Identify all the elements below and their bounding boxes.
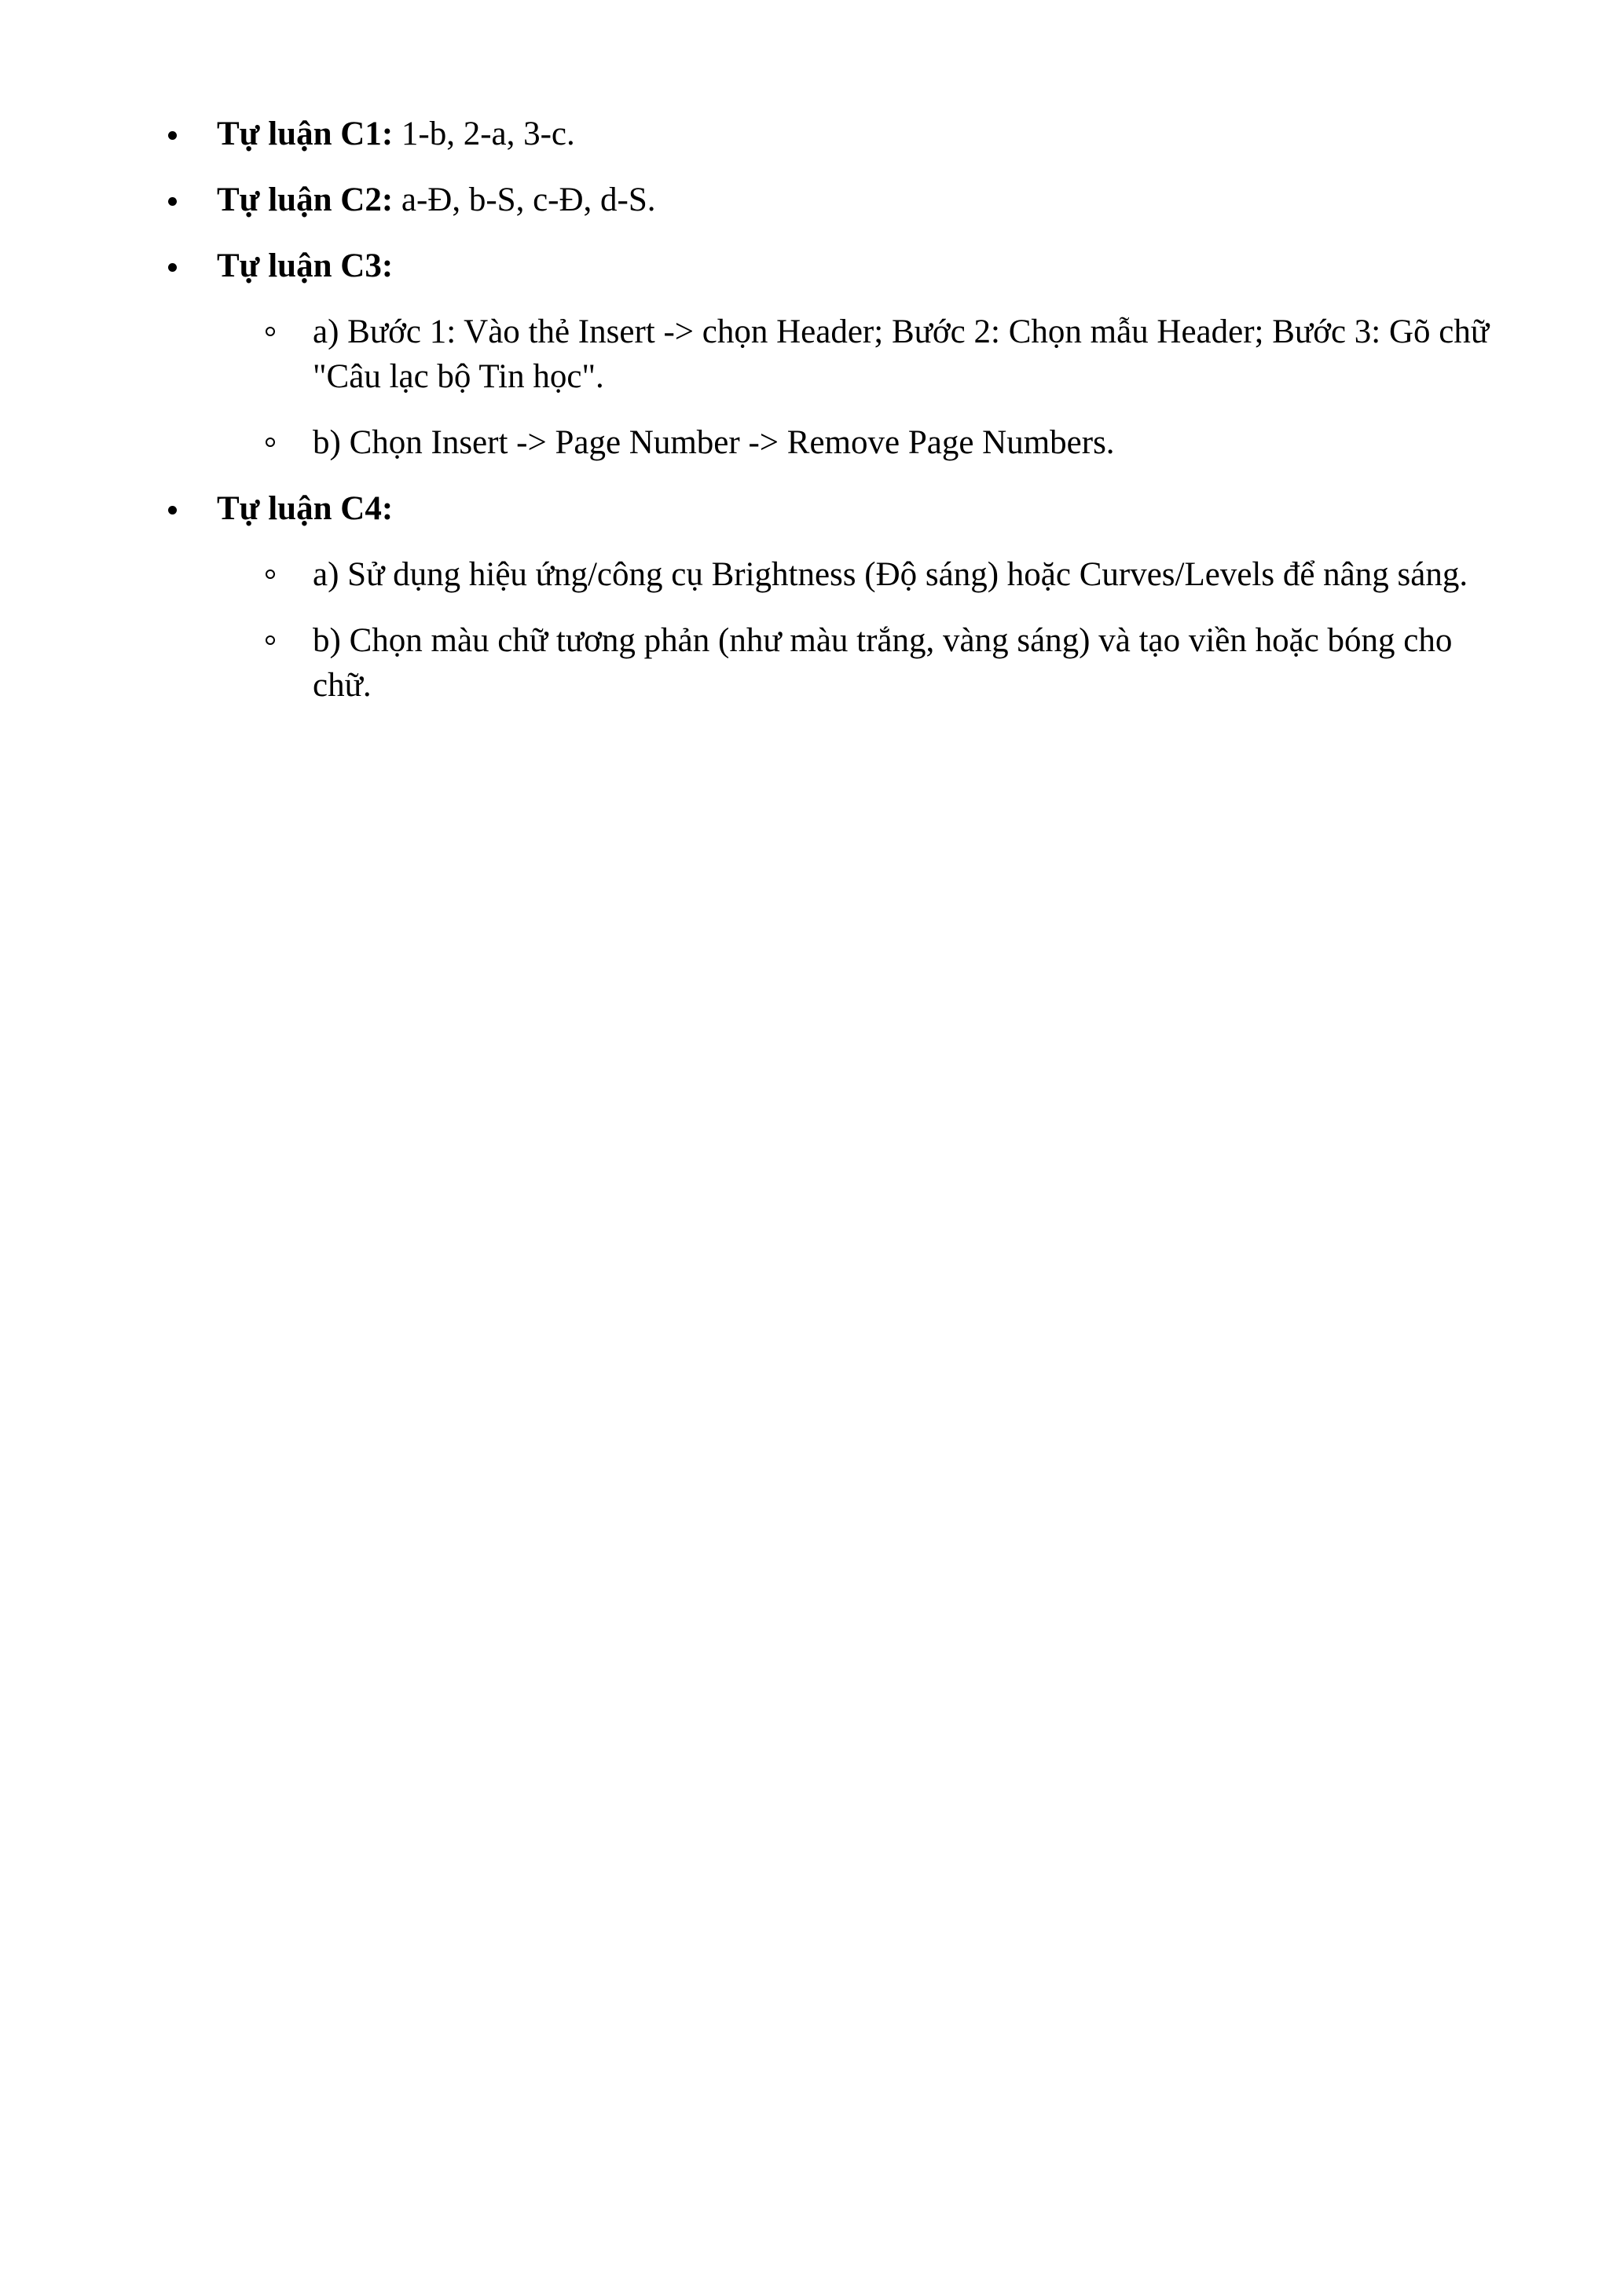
bullet-dot-icon bbox=[168, 131, 177, 140]
item-label: Tự luận C2: bbox=[217, 181, 394, 218]
bullet-dot-icon bbox=[168, 506, 177, 514]
answer-item-c3 bbox=[156, 244, 1507, 465]
bullet-dot-icon bbox=[168, 197, 177, 206]
bullet-circle-icon bbox=[266, 327, 275, 336]
answer-item-c2 bbox=[156, 178, 1507, 222]
sub-item bbox=[313, 618, 1507, 708]
item-text: a-Đ, b-S, c-Đ, d-S. bbox=[393, 181, 656, 218]
sub-item-text: b) Chọn màu chữ tương phản (như màu trắng, vàng sáng) và tạo viền hoặc bóng cho chữ. bbox=[313, 622, 1453, 704]
item-text: 1-b, 2-a, 3-c. bbox=[393, 115, 575, 152]
bullet-circle-icon bbox=[266, 635, 275, 645]
sub-item bbox=[313, 309, 1507, 399]
bullet-dot-icon bbox=[168, 263, 177, 272]
sub-list bbox=[217, 309, 1507, 465]
sub-list bbox=[217, 552, 1507, 708]
answer-list bbox=[156, 112, 1507, 708]
answer-content bbox=[156, 112, 1507, 729]
sub-item bbox=[313, 420, 1507, 465]
sub-item bbox=[313, 552, 1507, 597]
sub-item-text: a) Bước 1: Vào thẻ Insert -> chọn Header; Bước 2: Chọn mẫu Header; Bước 3: Gõ chữ "Câu lạc bộ Tin học". bbox=[313, 313, 1490, 395]
bullet-circle-icon bbox=[266, 438, 275, 447]
item-label: Tự luận C4: bbox=[217, 490, 394, 527]
item-label: Tự luận C1: bbox=[217, 115, 394, 152]
answer-item-c1 bbox=[156, 112, 1507, 156]
bullet-circle-icon bbox=[266, 569, 275, 579]
sub-item-text: b) Chọn Insert -> Page Number -> Remove Page Numbers. bbox=[313, 424, 1115, 461]
answer-item-c4 bbox=[156, 486, 1507, 708]
sub-item-text: a) Sử dụng hiệu ứng/công cụ Brightness (Độ sáng) hoặc Curves/Levels để nâng sáng. bbox=[313, 556, 1468, 593]
item-label: Tự luận C3: bbox=[217, 247, 394, 284]
